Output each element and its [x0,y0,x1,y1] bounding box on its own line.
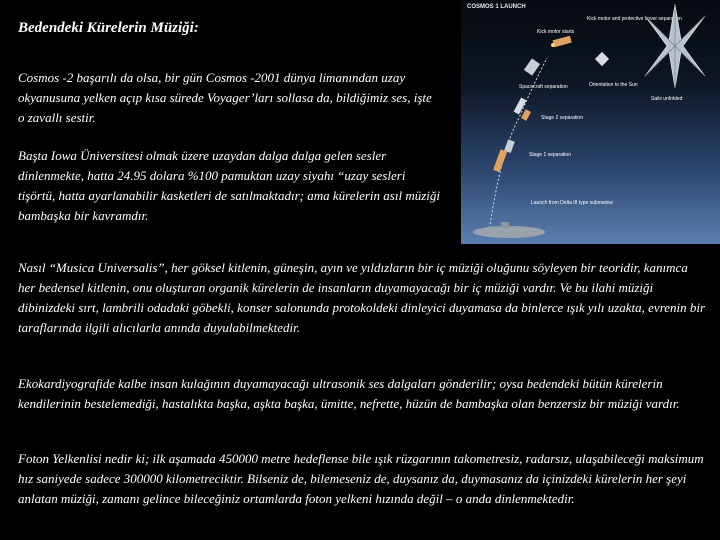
label-stage1: Stage 1 separation [529,152,571,158]
diagram-header: COSMOS 1 LAUNCH [467,4,526,10]
rocket-stage1-icon [493,139,515,172]
kick-motor-icon [551,36,572,47]
paragraph-iowa: Başta Iowa Üniversitesi olmak üzere uzaydan dalga dalga gelen sesler dinlenmekte, hatta 24.95 dolara %100 pamuktan uzay siyahı “uzay sesleri tişörtü, hatta ayarlanabilir kasketleri de satılmaktadır; ama kürelerin asıl müziği bambaşka bir kavramdır. [18,148,440,223]
label-kick-motor-starts: Kick motor starts [537,29,575,35]
label-spacecraft-separation: Spacecraft separation [519,84,568,90]
label-stage2: Stage 2 separation [541,115,583,121]
label-launch: Launch from Delta III type submarine [531,200,613,206]
paragraph-musica-universalis: Nasıl “Musica Universalis”, her göksel kitlenin, güneşin, ayın ve yıldızların bir iç müziği oluğunu söyleyen bir teoridir, kanımca her bedensel kitlenin, onu oluşturan organik kürelerin de insanların duyamayacağı bir iç müziği vardır. Ve bu ilahi müziği dibinizdeki sırt, lambrili odadaki göbekli, konser salonunda protokoldeki dinleyici duyamasa da binlerce ışık yılı uzakta, evrenin bir taraflarında ilgili alıcılarla anında duyulabilmektedir. [18,260,706,335]
page-title: Bedendeki Kürelerin Müziği: [18,20,199,36]
cosmos-launch-diagram [461,0,720,244]
paragraph-cosmos: Cosmos -2 başarılı da olsa, bir gün Cosmos -2001 dünya limanından uzay okyanusuna yelken açıp kısa sürede Voyager’ları sollasa da, bildiğimiz ses, işte o zavallı sestir. [18,70,432,125]
rocket-stage2-icon [514,98,531,121]
label-kick-motor-cover: Kick motor and protective cover separation [587,16,682,22]
orientation-icon [595,52,609,66]
spacecraft-icon [524,58,540,75]
paragraph-ekokardiyografi: Ekokardiyografide kalbe insan kulağının duyamayacağı ultrasonik ses dalgaları gönderilir; oysa bedendeki bütün kürelerin kendilerinin bestelemediği, hastalıkta başka, aşkta başka, ümitte, nefrette, hüzün de bambaşka olan benzersiz bir müziği vardır. [18,376,680,411]
submarine-icon [473,222,545,238]
label-sails-unfolded: Sails unfolded [651,96,683,102]
label-orientation: Orientation to the Sun [589,82,638,88]
paragraph-foton-yelkenlisi: Foton Yelkenlisi nedir ki; ilk aşamada 450000 metre hedeflense bile ışık rüzgarının takometresiz, radarsız, ulaşabileceği maksimum hız saniyede sadece 300000 kilometreciktir. Bilseniz de, bilemeseniz de, duysanız da, duymasanız da içinizdeki kürelerin her şeyi anlatan müziği, zamanı gelince bileceğiniz ortamlarda foton yelkeni hızında değil – o anda dinlenmektedir. [18,451,704,506]
